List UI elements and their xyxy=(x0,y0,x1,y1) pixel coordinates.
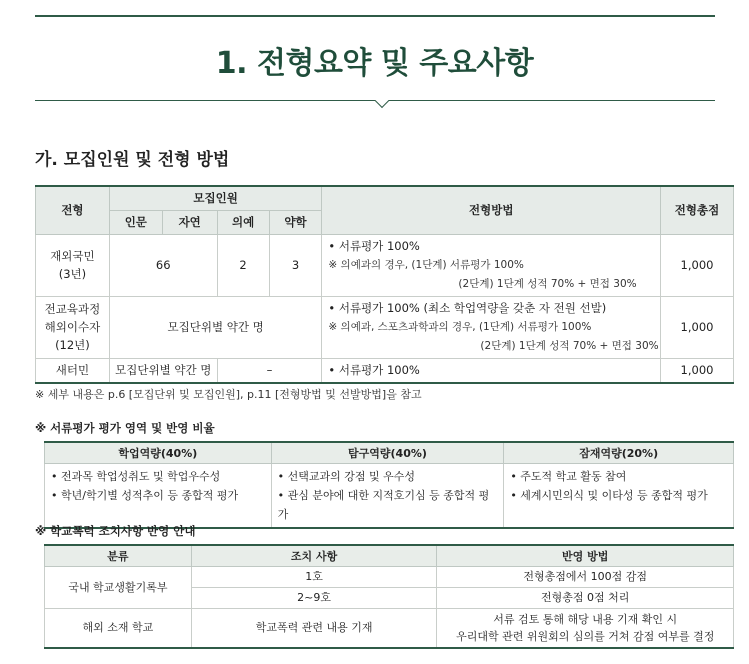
quota-pharmacy: 3 xyxy=(269,234,322,296)
method-cell: 전형총점 0점 처리 xyxy=(437,587,734,608)
inquiry-criteria xyxy=(271,463,504,528)
method-line: • 서류평가 100% (최소 학업역량을 갖춘 자 전원 선발) xyxy=(328,300,607,315)
type-cell xyxy=(36,296,110,358)
type-cell xyxy=(36,234,110,296)
top-rule xyxy=(35,15,715,17)
method-note: ※ 의예과, 스포츠과학과의 경우, (1단계) 서류평가 100% xyxy=(328,320,592,333)
footnote: ※ 세부 내용은 p.6 [모집단위 및 모집인원], p.11 [전형방법 및 선발방법]을 참고 xyxy=(35,388,422,401)
method-line-2: 우리대학 관련 위원회의 심의를 거쳐 감점 여부를 결정 xyxy=(456,629,715,643)
method-cell xyxy=(322,296,661,358)
potential-criteria xyxy=(504,463,734,528)
header-academic: 학업역량(40%) xyxy=(45,442,272,463)
list-item: • 선택교과의 강점 및 우수성 xyxy=(277,469,416,483)
competency-title: ※ 서류평가 평가 영역 및 반영 비율 xyxy=(35,421,215,435)
competency-table xyxy=(44,441,734,529)
school-violence-table xyxy=(44,544,734,649)
admission-summary-table xyxy=(35,185,734,384)
action-cell: 1호 xyxy=(191,566,437,587)
header-medical: 의예 xyxy=(217,210,269,234)
header-reflection: 반영 방법 xyxy=(437,545,734,566)
type-cell: 새터민 xyxy=(36,358,110,383)
list-item: • 학년/학기별 성적추이 등 종합적 평가 xyxy=(51,488,239,502)
quota-humanities-natural: 모집단위별 약간 명 xyxy=(109,358,217,383)
method-cell: • 서류평가 100% xyxy=(322,358,661,383)
total-score: 1,000 xyxy=(661,358,734,383)
method-line: • 서류평가 100% xyxy=(328,238,420,253)
violence-title: ※ 학교폭력 조치사항 반영 안내 xyxy=(35,524,196,538)
category-domestic: 국내 학교생활기록부 xyxy=(45,566,192,608)
type-label: 재외국민 xyxy=(50,249,95,263)
section-title: 가. 모집인원 및 전형 방법 xyxy=(35,145,229,170)
method-note-2: (2단계) 1단계 성적 70% + 면접 30% xyxy=(458,277,637,290)
method-cell xyxy=(322,234,661,296)
action-cell: 2~9호 xyxy=(191,587,437,608)
type-sub: (3년) xyxy=(58,267,87,281)
quota-all: 모집단위별 약간 명 xyxy=(109,296,322,358)
academic-criteria xyxy=(45,463,272,528)
list-item: • 주도적 학교 활동 참여 xyxy=(510,469,627,483)
header-type: 전형 xyxy=(36,186,110,234)
method-line: 서류 검토 통해 해당 내용 기재 확인 시 xyxy=(493,612,678,626)
action-cell: 학교폭력 관련 내용 기재 xyxy=(191,608,437,648)
header-humanities: 인문 xyxy=(109,210,162,234)
header-natural: 자연 xyxy=(162,210,217,234)
quota-humanities-natural: 66 xyxy=(109,234,217,296)
total-score: 1,000 xyxy=(661,296,734,358)
type-sub: (12년) xyxy=(55,338,90,352)
page-title: 1. 전형요약 및 주요사항 xyxy=(215,46,534,81)
header-method: 전형방법 xyxy=(322,186,661,234)
header-pharmacy: 약학 xyxy=(269,210,322,234)
chevron-down-icon xyxy=(375,94,389,108)
list-item: • 전과목 학업성취도 및 학업우수성 xyxy=(51,469,221,483)
header-inquiry: 탐구역량(40%) xyxy=(271,442,504,463)
method-cell xyxy=(437,608,734,648)
total-score: 1,000 xyxy=(661,234,734,296)
header-category: 분류 xyxy=(45,545,192,566)
method-cell: 전형총점에서 100점 감점 xyxy=(437,566,734,587)
list-item: • 관심 분야에 대한 지적호기심 등 종합적 평가 xyxy=(277,488,490,521)
quota-medical: 2 xyxy=(217,234,269,296)
header-potential: 잠재역량(20%) xyxy=(504,442,734,463)
header-total: 전형총점 xyxy=(661,186,734,234)
category-overseas: 해외 소재 학교 xyxy=(45,608,192,648)
type-label: 전교육과정 xyxy=(44,302,101,316)
header-quota: 모집인원 xyxy=(109,186,322,210)
header-action: 조치 사항 xyxy=(191,545,437,566)
method-note-2: (2단계) 1단계 성적 70% + 면접 30% xyxy=(480,339,659,352)
quota-other: – xyxy=(217,358,322,383)
type-label-2: 해외이수자 xyxy=(44,320,101,334)
list-item: • 세계시민의식 및 이타성 등 종합적 평가 xyxy=(510,488,708,502)
method-note: ※ 의예과의 경우, (1단계) 서류평가 100% xyxy=(328,258,524,271)
